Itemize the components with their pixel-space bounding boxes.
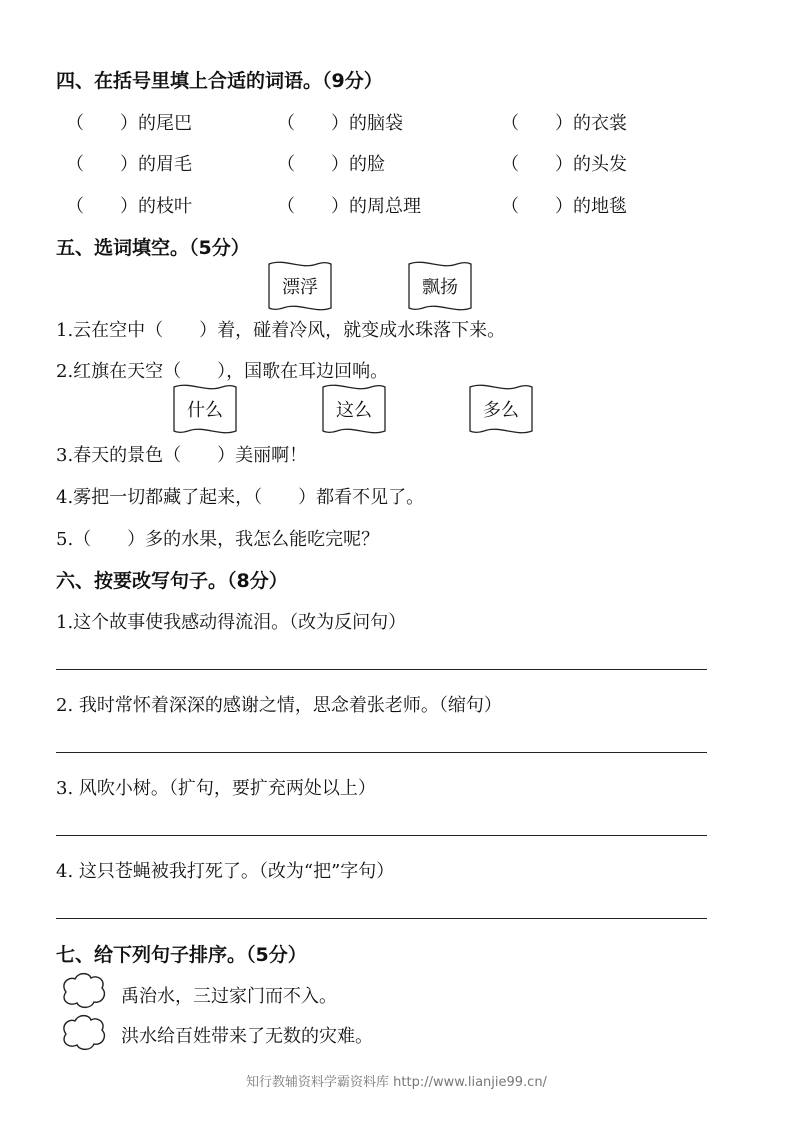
fill-sentence: 1.云在空中（ ）着，碰着冷风，就变成水珠落下来。 <box>56 320 506 341</box>
answer-line[interactable] <box>56 835 707 836</box>
cloud-shape <box>58 972 108 1010</box>
word-flag <box>321 383 387 435</box>
section4-heading: 四、在括号里填上合适的词语。（9分） <box>56 70 383 92</box>
answer-line[interactable] <box>56 752 707 753</box>
fill-blank-item: （ ）的衣裳 <box>501 113 627 134</box>
answer-line[interactable] <box>56 918 707 919</box>
word-flag <box>468 383 534 435</box>
fill-blank-item: （ ）的头发 <box>501 154 627 175</box>
rewrite-question: 4. 这只苍蝇被我打死了。（改为“把”字句） <box>56 861 395 882</box>
footer-watermark: 知行教辅资料学霸资料库 http://www.lianjie99.cn/ <box>246 1075 547 1090</box>
order-sentence: 禹治水，三过家门而不入。 <box>121 986 337 1007</box>
section5-heading: 五、选词填空。（5分） <box>56 237 250 259</box>
fill-blank-item: （ ）的周总理 <box>277 196 421 217</box>
cloud-shape <box>58 1014 108 1052</box>
fill-sentence: 4.雾把一切都藏了起来，（ ）都看不见了。 <box>56 487 425 508</box>
word-flag <box>407 260 473 312</box>
fill-blank-item: （ ）的地毯 <box>501 196 627 217</box>
word-flag-label: 这么 <box>336 400 372 421</box>
fill-blank-item: （ ）的枝叶 <box>66 196 192 217</box>
rewrite-question: 1.这个故事使我感动得流泪。（改为反问句） <box>56 612 407 633</box>
rewrite-question: 3. 风吹小树。（扩句，要扩充两处以上） <box>56 778 376 799</box>
fill-sentence: 2.红旗在天空（ ），国歌在耳边回响。 <box>56 361 389 382</box>
word-flag-label: 多么 <box>483 400 519 421</box>
answer-line[interactable] <box>56 669 707 670</box>
fill-sentence: 3.春天的景色（ ）美丽啊！ <box>56 445 308 466</box>
order-cloud-box[interactable] <box>58 1014 108 1052</box>
word-flag <box>267 260 333 312</box>
fill-blank-item: （ ）的脑袋 <box>277 113 403 134</box>
fill-blank-item: （ ）的脸 <box>277 154 385 175</box>
word-flag-label: 漂浮 <box>282 277 318 298</box>
rewrite-question: 2. 我时常怀着深深的感谢之情，思念着张老师。（缩句） <box>56 695 502 716</box>
fill-sentence: 5.（ ）多的水果，我怎么能吃完呢？ <box>56 529 380 550</box>
section7-heading: 七、给下列句子排序。（5分） <box>56 944 307 966</box>
word-flag-label: 飘扬 <box>422 277 458 298</box>
section6-heading: 六、按要改写句子。（8分） <box>56 570 288 592</box>
order-sentence: 洪水给百姓带来了无数的灾难。 <box>121 1026 373 1047</box>
order-cloud-box[interactable] <box>58 972 108 1010</box>
word-flag-label: 什么 <box>187 400 223 421</box>
fill-blank-item: （ ）的尾巴 <box>66 113 192 134</box>
word-flag <box>172 383 238 435</box>
fill-blank-item: （ ）的眉毛 <box>66 154 192 175</box>
